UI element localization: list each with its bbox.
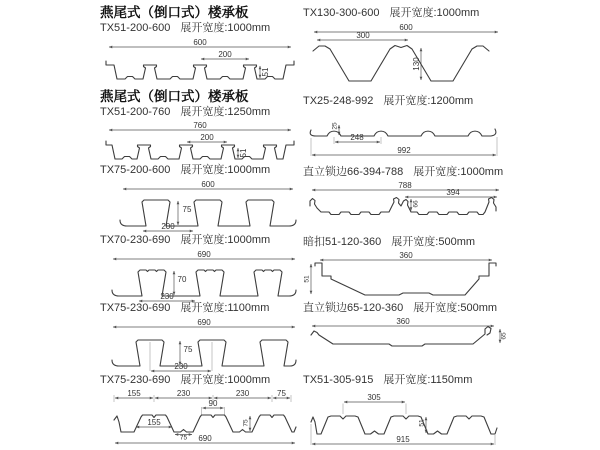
section-heading: 燕尾式（倒口式）楼承板 [100,5,249,20]
dim-label: 230 [235,389,250,398]
diagram-tx130-300-600 [303,23,508,85]
model-label: TX130-300-600 [303,7,380,19]
spread-label: 展开宽度:1100mm [180,302,270,314]
spread-label: 展开宽度:1250mm [180,106,271,118]
profile-title [303,6,513,21]
diagram-tx75-200-600 [100,180,300,234]
dim-label: 51 [261,67,271,77]
section-tx75-200-600 [100,163,300,234]
profile-outline [112,340,296,366]
spread-label: 展开宽度:1000mm [180,22,271,34]
diagram-tx51-200-600 [100,38,300,84]
spread-label: 展开宽度:1200mm [383,95,474,107]
dim-label: 66 [412,200,420,208]
dim-label: 75 [242,419,250,427]
dim-label: 992 [397,146,411,155]
profile-outline [310,198,496,215]
dim-label: 51 [303,275,311,283]
diagram-seam-65-120-360 [303,318,508,360]
spread-label: 展开宽度:500mm [413,302,498,314]
model-label: TX25-248-992 [303,95,374,107]
profile-title [100,21,300,36]
profile-outline [311,327,491,347]
profile-outline [114,415,296,432]
dim-label: 915 [396,435,410,444]
section-dovetail-2 [100,88,300,162]
dim-label: 788 [398,181,412,190]
section-clip-51-120-360 [303,235,513,300]
model-label: TX51-200-760 [100,106,171,118]
dim-label: 248 [350,133,364,142]
profile-outline [311,416,497,434]
model-label: TX51-305-915 [303,374,374,386]
section-heading: 燕尾式（倒口式）楼承板 [100,89,249,104]
section-tx75-230-690-1100 [100,301,300,374]
dim-label: 51 [239,148,249,158]
dim-label: 305 [367,393,381,402]
dim-label: 600 [193,38,207,47]
dim-label: 25 [331,122,339,130]
model-label: TX75-230-690 [100,302,171,314]
model-label: 直立锁边66-394-788 [303,166,404,178]
dim-label: 200 [161,222,175,231]
dim-label: 65 [500,332,508,340]
dim-label: 360 [399,251,413,260]
dim-label: 230 [174,362,188,371]
section-dovetail-1 [100,4,300,84]
section-tx51-305-915 [303,373,513,450]
diagram-tx25-248-992 [303,111,508,163]
spread-label: 展开宽度:1000mm [413,166,504,178]
profile-title [303,235,513,250]
model-label: TX75-230-690 [100,374,171,386]
diagram-tx70-230-690 [100,250,300,304]
dim-label: 75 [182,205,192,214]
dim-label: 360 [396,317,410,326]
profile-title [303,373,513,388]
profile-outline [106,141,294,159]
diagram-seam-66-394-788 [303,182,508,228]
profile-outline [315,263,496,295]
profile-title [100,373,310,388]
dim-label: 600 [201,180,215,189]
spread-label: 展开宽度:1000mm [180,374,271,386]
diagram-clip-51-120-360 [303,252,508,300]
dim-label: 394 [446,188,460,197]
dim-label: 230 [176,389,191,398]
dim-label: 75 [277,389,286,398]
dim-label: 690 [197,318,211,327]
profile-title [100,233,300,248]
dim-label: 760 [193,121,207,130]
model-label: TX75-200-600 [100,164,171,176]
section-seam-66-394-788 [303,165,513,228]
dim-label: 200 [218,50,232,59]
dim-label: 75 [179,434,188,442]
profile-title [303,165,513,180]
profile-title [100,163,300,178]
section-tx130-300-600 [303,6,513,85]
dim-label: 90 [208,399,218,408]
spread-label: 展开宽度:1150mm [383,374,473,386]
dim-label: 70 [177,275,187,284]
model-label: TX70-230-690 [100,234,171,246]
spread-label: 展开宽度:500mm [391,236,476,248]
diagram-tx75-230-690-1100 [100,318,300,374]
profile-title [303,301,513,316]
section-tx75-230-690-1000 [100,373,310,450]
diagram-tx51-200-760 [100,122,300,162]
dim-label: 155 [127,389,141,398]
dim-label: 200 [200,133,214,142]
profile-title [100,105,300,120]
dim-label: 230 [160,292,174,301]
model-label: 直立锁边65-120-360 [303,302,404,314]
dim-label: 75 [183,345,193,354]
section-tx25-248-992 [303,94,513,163]
dim-label: 600 [399,23,413,32]
profile-outline [313,46,489,82]
section-seam-65-120-360 [303,301,513,360]
dim-label: 155 [147,418,161,427]
dim-label: 690 [197,250,211,259]
dim-label: 130 [412,57,422,71]
profile-title [100,301,300,316]
dim-label: 51 [418,419,426,427]
diagram-tx75-230-690-1000 [100,390,310,450]
diagram-tx51-305-915 [303,390,508,450]
profile-title [303,94,513,109]
spread-label: 展开宽度:1000mm [180,234,271,246]
profile-outline [120,200,296,226]
spread-label: 展开宽度:1000mm [389,7,480,19]
profile-outline [112,270,296,296]
dim-label: 300 [356,31,370,40]
dim-label: 690 [198,434,212,443]
model-label: TX51-200-600 [100,22,171,34]
model-label: 暗扣51-120-360 [303,236,382,248]
spread-label: 展开宽度:1000mm [180,164,271,176]
section-tx70-230-690 [100,233,300,304]
